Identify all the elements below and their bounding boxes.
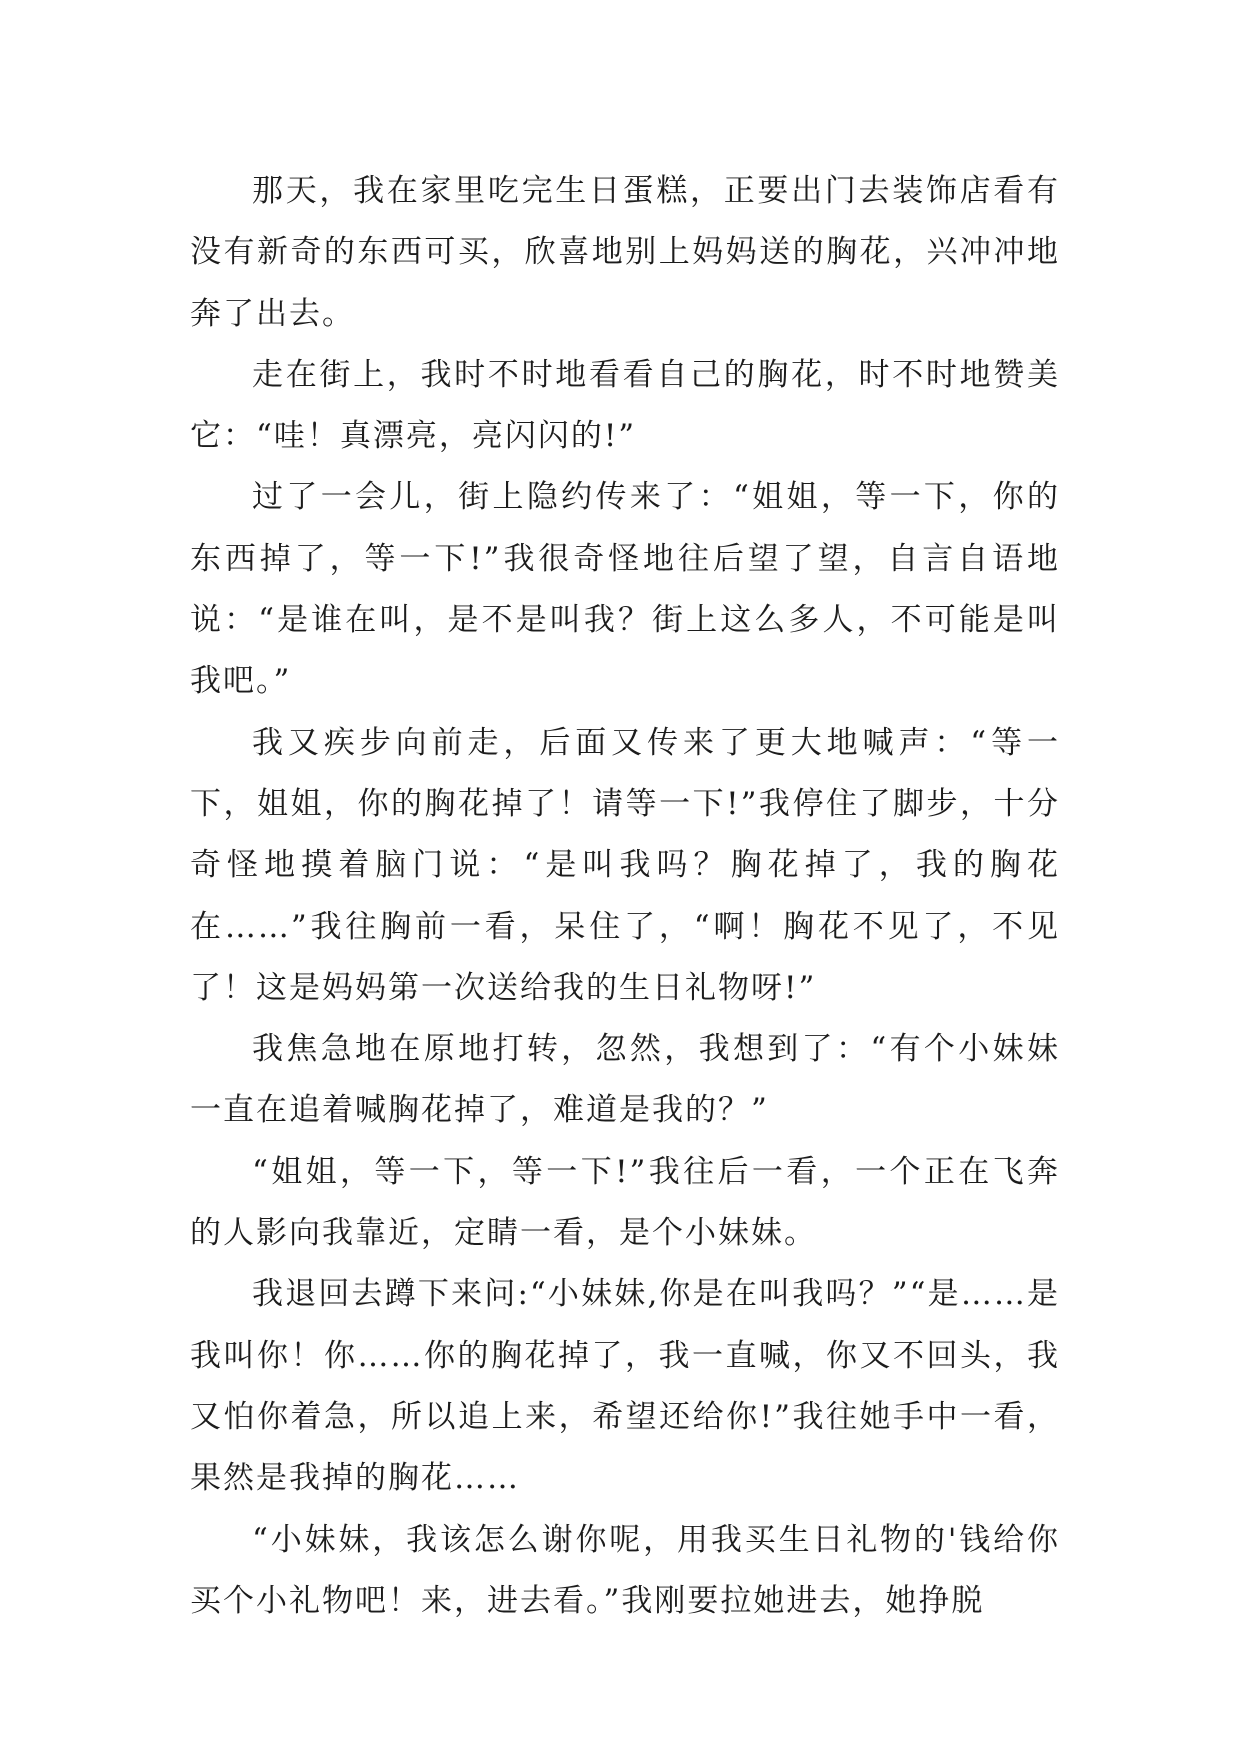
paragraph-4: 我又疾步向前走，后面又传来了更大地喊声：“等一下，姐姐，你的胸花掉了！请等一下!”我停住了脚步，十分奇怪地摸着脑门说：“是叫我吗？胸花掉了，我的胸花在……”我往胸前一看，呆住了，“啊！胸花不见了，不见了！这是妈妈第一次送给我的生日礼物呀!”	[190, 724, 1060, 1006]
paragraph-6: “姐姐，等一下，等一下!”我往后一看，一个正在飞奔的人影向我靠近，定睛一看，是个小妹妹。	[190, 1153, 1060, 1252]
paragraph-1: 那天，我在家里吃完生日蛋糕，正要出门去装饰店看有没有新奇的东西可买，欣喜地别上妈妈送的胸花，兴冲冲地奔了出去。	[190, 173, 1060, 332]
paragraph-7: 我退回去蹲下来问:“小妹妹,你是在叫我吗？”“是……是我叫你！你……你的胸花掉了，我一直喊，你又不回头，我又怕你着急，所以追上来，希望还给你!”我往她手中一看，果然是我掉的胸花……	[190, 1276, 1060, 1497]
paragraph-3: 过了一会儿，街上隐约传来了：“姐姐，等一下，你的东西掉了，等一下!”我很奇怪地往后望了望，自言自语地说：“是谁在叫，是不是叫我？街上这么多人，不可能是叫我吧。”	[190, 479, 1060, 700]
document-body	[190, 161, 1060, 1632]
paragraph-2: 走在街上，我时不时地看看自己的胸花，时不时地赞美它：“哇！真漂亮，亮闪闪的!”	[190, 356, 1060, 455]
paragraph-8: “小妹妹，我该怎么谢你呢，用我买生日礼物的'钱给你买个小礼物吧！来，进去看。”我刚要拉她进去，她挣脱	[190, 1521, 1060, 1619]
paragraph-5: 我焦急地在原地打转，忽然，我想到了：“有个小妹妹一直在追着喊胸花掉了，难道是我的？”	[190, 1031, 1060, 1129]
